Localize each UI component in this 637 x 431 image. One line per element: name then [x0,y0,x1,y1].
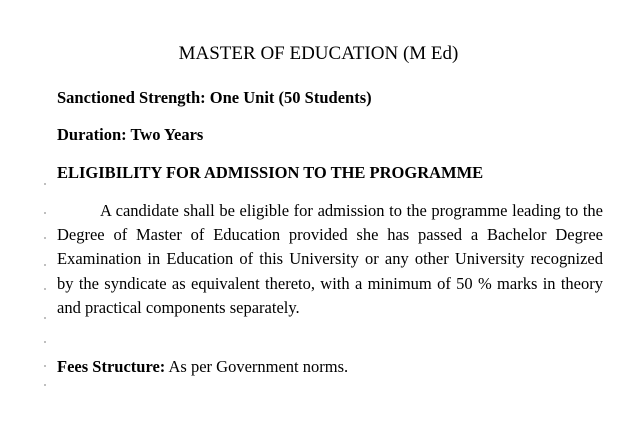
margin-mark [44,183,46,185]
margin-mark [44,317,46,319]
fees-label: Fees Structure: [57,357,166,376]
margin-mark [44,365,46,367]
margin-mark [44,341,46,343]
page-title: MASTER OF EDUCATION (M Ed) [178,43,459,64]
eligibility-heading: ELIGIBILITY FOR ADMISSION TO THE PROGRAMME [57,163,484,182]
duration: Duration: Two Years [57,125,204,144]
margin-mark [44,264,46,266]
eligibility-paragraph: A candidate shall be eligible for admission to the programme leading to the Degree of Master of Education provided she has passed a Bachelor Degree Examination in Education of this University or any other University recognized by the syndicate as equivalent thereto, with a minimum of 50 % marks in theory and practical components separately. [57,201,603,317]
margin-mark [44,288,46,290]
sanctioned-strength: Sanctioned Strength: One Unit (50 Students) [57,88,372,107]
margin-mark [44,212,46,214]
margin-mark [44,384,46,386]
fees-structure [57,356,348,378]
margin-mark [44,237,46,239]
fees-value: As per Government norms. [165,357,349,376]
